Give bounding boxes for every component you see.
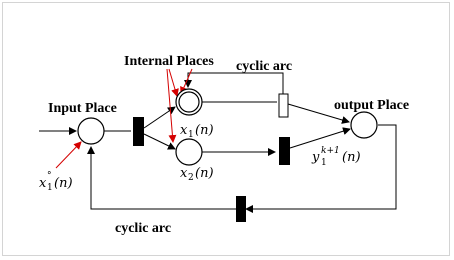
red-arrow-internal-to-x1 xyxy=(169,69,177,96)
cyclic-transition-empty xyxy=(279,94,288,117)
svg-text:1: 1 xyxy=(188,130,194,140)
output-place xyxy=(351,112,377,138)
output-place-label: output Place xyxy=(334,98,410,113)
svg-text:(n): (n) xyxy=(342,150,361,165)
internal-places-label: Internal Places xyxy=(124,54,214,69)
internal-place-x1-outer xyxy=(176,89,202,115)
petri-net-diagram xyxy=(3,3,451,257)
input-place xyxy=(78,118,104,144)
arc-t3-to-output xyxy=(290,129,350,148)
input-place-label: Input Place xyxy=(48,101,117,116)
svg-text:°: ° xyxy=(47,171,52,181)
cyclic-arc-bottom-label: cyclic arc xyxy=(115,221,172,236)
x2-transition xyxy=(279,137,290,165)
svg-text:x: x xyxy=(39,176,47,191)
svg-text:1: 1 xyxy=(47,183,53,193)
input-transition xyxy=(133,117,144,146)
x1-label xyxy=(180,123,214,140)
svg-text:2: 2 xyxy=(188,173,194,183)
input-signal-label xyxy=(39,171,73,193)
output-signal-label xyxy=(311,146,361,168)
internal-place-x2 xyxy=(176,139,202,165)
bottom-cyclic-arc-lower xyxy=(91,147,236,209)
figure-frame xyxy=(2,2,450,256)
arc-t1-to-x2 xyxy=(144,134,175,149)
svg-text:(n): (n) xyxy=(54,176,73,191)
svg-text:1: 1 xyxy=(321,158,327,168)
red-arrow-xin-to-input xyxy=(56,142,81,168)
svg-text:k+1: k+1 xyxy=(321,146,340,156)
x2-label xyxy=(180,166,214,183)
svg-text:x: x xyxy=(180,123,188,138)
svg-text:(n): (n) xyxy=(195,123,214,138)
svg-text:x: x xyxy=(180,166,188,181)
feedback-transition xyxy=(236,196,246,222)
svg-text:y: y xyxy=(312,150,320,165)
cyclic-arc-top-label: cyclic arc xyxy=(236,59,293,74)
top-cyclic-arc xyxy=(188,73,283,94)
svg-text:(n): (n) xyxy=(195,166,214,181)
